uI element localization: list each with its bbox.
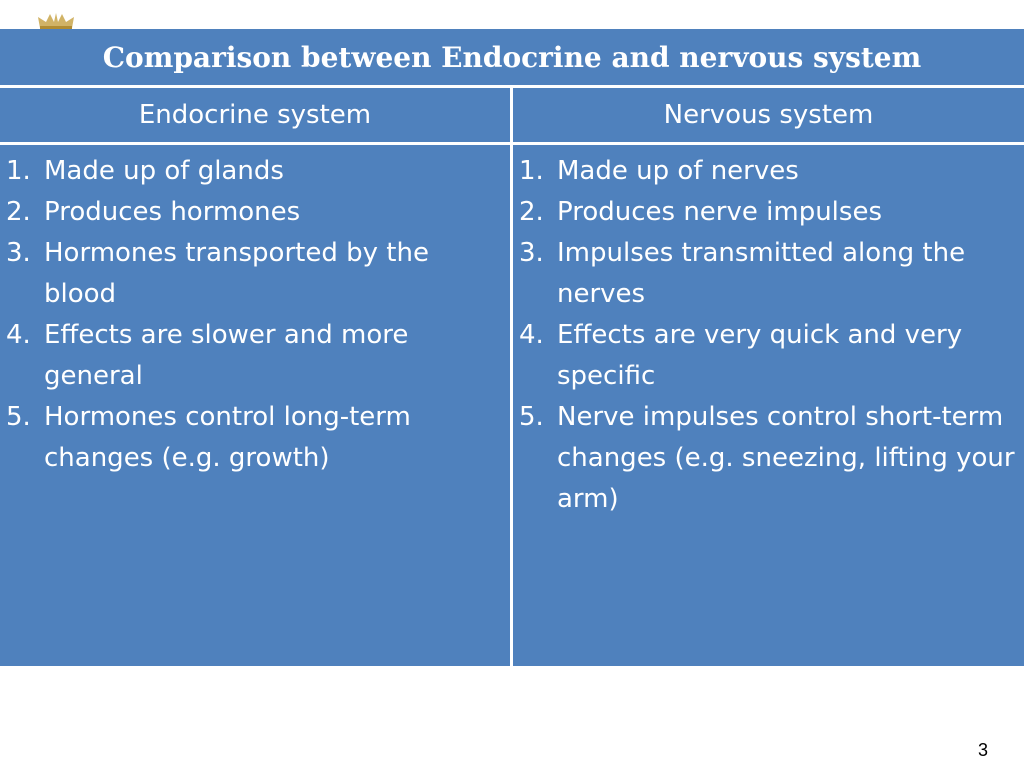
list-item	[0, 315, 510, 397]
item-text: Impulses transmitted along the nerves	[557, 238, 966, 309]
item-number: 2.	[6, 197, 31, 227]
item-text: Effects are slower and more general	[44, 320, 409, 391]
list-item	[0, 397, 510, 479]
list-item	[0, 151, 510, 192]
list-item	[513, 233, 1024, 315]
list-item	[513, 315, 1024, 397]
list-item	[0, 192, 510, 233]
item-number: 2.	[519, 197, 544, 227]
item-number: 1.	[519, 156, 544, 186]
item-text: Hormones control long-term changes (e.g. growth)	[44, 402, 411, 473]
item-number: 3.	[6, 238, 31, 268]
item-text: Produces nerve impulses	[557, 197, 882, 227]
list-item	[513, 397, 1024, 520]
comparison-table	[0, 29, 1024, 666]
item-text: Effects are very quick and very specific	[557, 320, 963, 391]
item-number: 3.	[519, 238, 544, 268]
list-item	[513, 192, 1024, 233]
item-number: 4.	[519, 320, 544, 350]
table-title: Comparison between Endocrine and nervous system	[0, 29, 1024, 85]
endocrine-column-body	[0, 145, 510, 666]
nervous-column-body	[513, 145, 1024, 666]
item-number: 4.	[6, 320, 31, 350]
item-number: 5.	[519, 402, 544, 432]
nervous-list	[513, 151, 1024, 520]
endocrine-list	[0, 151, 510, 479]
page-number: 3	[977, 740, 988, 760]
nervous-column-header: Nervous system	[513, 88, 1024, 142]
item-text: Nerve impulses control short-term changes (e.g. sneezing, lifting your arm)	[557, 402, 1015, 514]
item-text: Produces hormones	[44, 197, 301, 227]
endocrine-column-header: Endocrine system	[0, 88, 510, 142]
list-item	[513, 151, 1024, 192]
item-text: Hormones transported by the blood	[44, 238, 429, 309]
item-number: 5.	[6, 402, 31, 432]
item-text: Made up of nerves	[557, 156, 799, 186]
item-text: Made up of glands	[44, 156, 284, 186]
crown-icon	[36, 12, 76, 30]
list-item	[0, 233, 510, 315]
item-number: 1.	[6, 156, 31, 186]
